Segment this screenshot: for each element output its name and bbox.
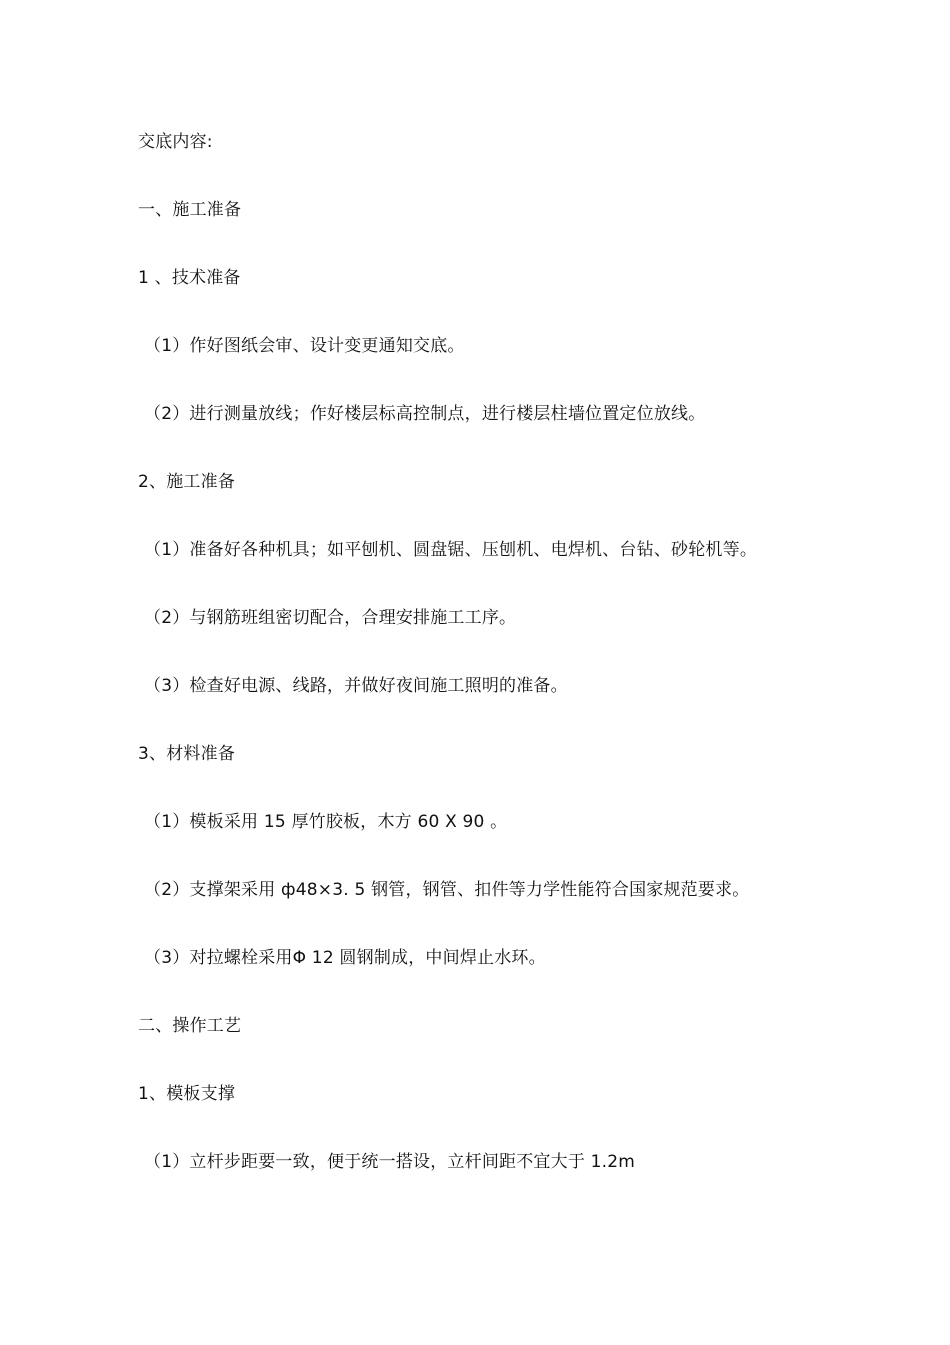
list-item: （2）进行测量放线；作好楼层标高控制点，进行楼层柱墙位置定位放线。	[144, 404, 706, 424]
list-item: （1）模板采用 15 厚竹胶板，木方 60 X 90 。	[144, 812, 508, 832]
list-item: （2）支撑架采用 ф48×3. 5 钢管，钢管、扣件等力学性能符合国家规范要求。	[144, 880, 750, 900]
list-item: （1）作好图纸会审、设计变更通知交底。	[144, 336, 465, 356]
list-item: （1）立杆步距要一致，便于统一搭设，立杆间距不宜大于 1.2m	[144, 1152, 636, 1172]
section-intro-heading: 交底内容:	[138, 132, 213, 152]
list-item: （3）检查好电源、线路，并做好夜间施工照明的准备。	[144, 676, 568, 696]
chapter-heading-operation-process: 二、操作工艺	[138, 1016, 242, 1036]
list-item: （3）对拉螺栓采用Φ 12 圆钢制成，中间焊止水环。	[144, 948, 546, 968]
list-item: （2）与钢筋班组密切配合，合理安排施工工序。	[144, 608, 517, 628]
subheading-formwork-support: 1、模板支撑	[138, 1084, 236, 1104]
subheading-technical-prep: 1 、技术准备	[138, 268, 241, 288]
subheading-construction-prep: 2、施工准备	[138, 472, 236, 492]
list-item: （1）准备好各种机具；如平刨机、圆盘锯、压刨机、电焊机、台钻、砂轮机等。	[144, 540, 758, 560]
subheading-material-prep: 3、材料准备	[138, 744, 236, 764]
chapter-heading-construction-prep: 一、施工准备	[138, 200, 242, 220]
